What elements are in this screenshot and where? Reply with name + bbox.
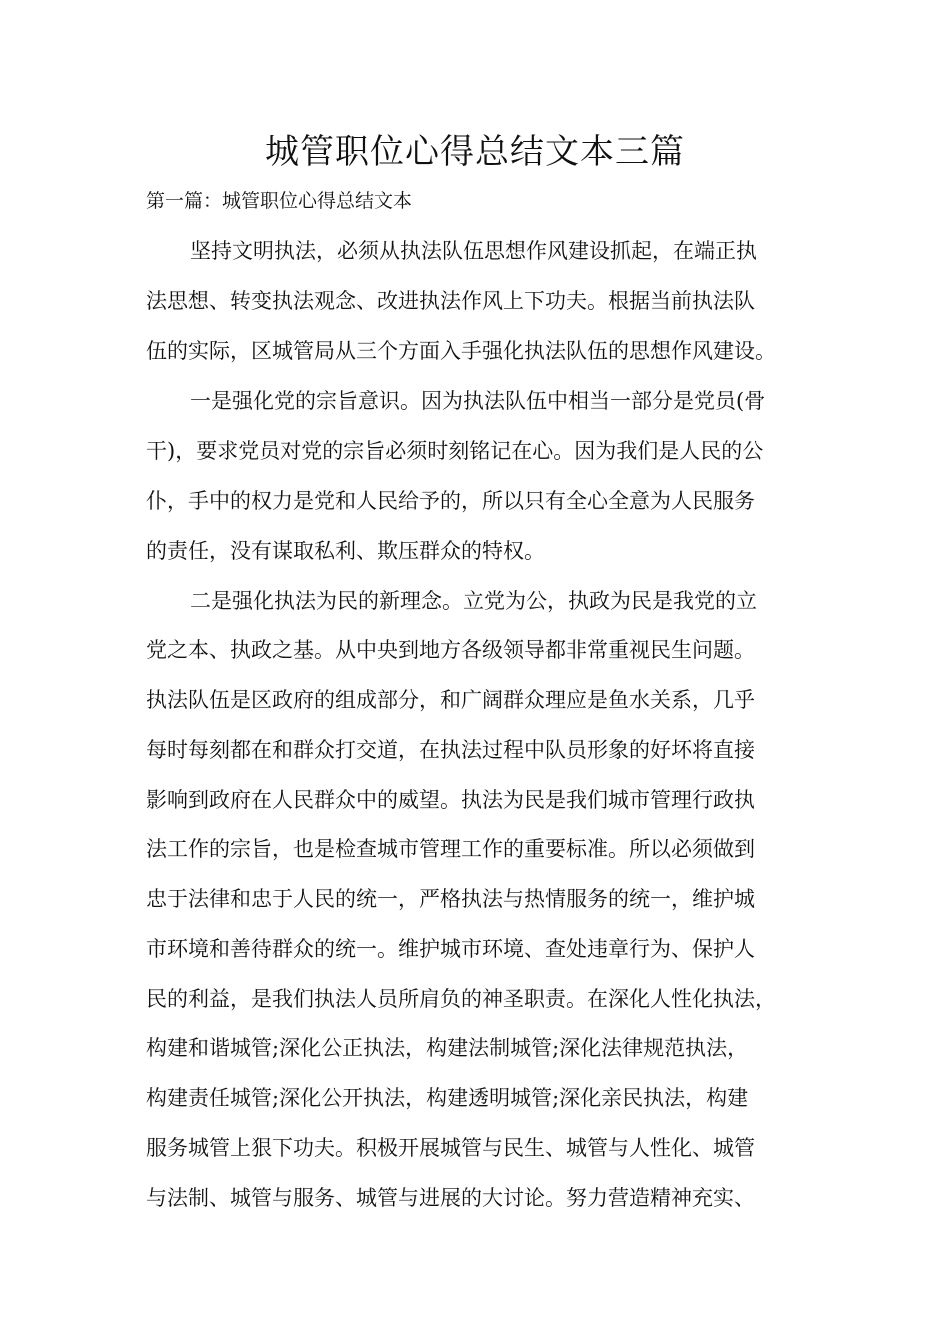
document-title: 城管职位心得总结文本三篇 bbox=[265, 132, 685, 172]
paragraph-3-line-6: 法工作的宗旨，也是检查城市管理工作的重要标准。所以必须做到 bbox=[146, 837, 755, 861]
paragraph-2-line-4: 的责任，没有谋取私利、欺压群众的特权。 bbox=[146, 539, 545, 563]
paragraph-3-line-1: 二是强化执法为民的新理念。立党为公，执政为民是我党的立 bbox=[190, 589, 757, 613]
paragraph-3-line-12: 服务城管上狠下功夫。积极开展城管与民生、城管与人性化、城管 bbox=[146, 1136, 755, 1160]
paragraph-2-line-3: 仆，手中的权力是党和人民给予的，所以只有全心全意为人民服务 bbox=[146, 489, 755, 513]
paragraph-3-line-3: 执法队伍是区政府的组成部分，和广阔群众理应是鱼水关系，几乎 bbox=[146, 688, 755, 712]
paragraph-1-line-1: 坚持文明执法，必须从执法队伍思想作风建设抓起，在端正执 bbox=[190, 239, 757, 263]
paragraph-1-line-2: 法思想、转变执法观念、改进执法作风上下功夫。根据当前执法队 bbox=[146, 289, 755, 313]
paragraph-2-line-2: 干)，要求党员对党的宗旨必须时刻铭记在心。因为我们是人民的公 bbox=[146, 439, 764, 463]
paragraph-1-line-3: 伍的实际，区城管局从三个方面入手强化执法队伍的思想作风建设。 bbox=[146, 339, 776, 363]
paragraph-3-line-9: 民的利益，是我们执法人员所肩负的神圣职责。在深化人性化执法， bbox=[146, 987, 776, 1011]
paragraph-3-line-11: 构建责任城管;深化公开执法，构建透明城管;深化亲民执法，构建 bbox=[146, 1086, 749, 1110]
section-heading: 第一篇：城管职位心得总结文本 bbox=[146, 190, 413, 212]
paragraph-3-line-7: 忠于法律和忠于人民的统一，严格执法与热情服务的统一，维护城 bbox=[146, 887, 755, 911]
paragraph-3-line-5: 影响到政府在人民群众中的威望。执法为民是我们城市管理行政执 bbox=[146, 788, 755, 812]
paragraph-3-line-13: 与法制、城管与服务、城管与进展的大讨论。努力营造精神充实、 bbox=[146, 1186, 755, 1210]
paragraph-3-line-8: 市环境和善待群众的统一。维护城市环境、查处违章行为、保护人 bbox=[146, 937, 755, 961]
paragraph-3-line-10: 构建和谐城管;深化公正执法，构建法制城管;深化法律规范执法， bbox=[146, 1036, 749, 1060]
paragraph-2-line-1: 一是强化党的宗旨意识。因为执法队伍中相当一部分是党员(骨 bbox=[190, 389, 766, 413]
paragraph-3-line-4: 每时每刻都在和群众打交道，在执法过程中队员形象的好坏将直接 bbox=[146, 738, 755, 762]
paragraph-3-line-2: 党之本、执政之基。从中央到地方各级领导都非常重视民生问题。 bbox=[146, 638, 755, 662]
